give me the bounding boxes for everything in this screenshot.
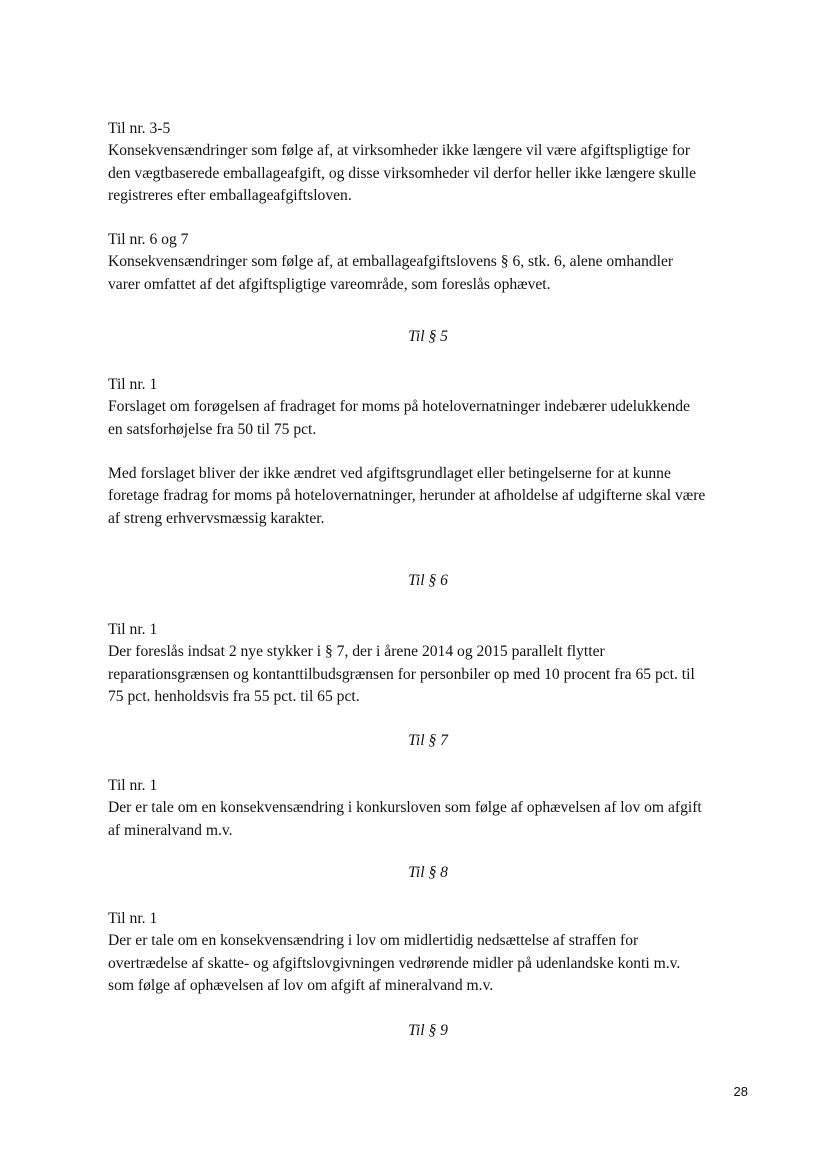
section-body: Konsekvensændringer som følge af, at virksomheder ikke længere vil være afgiftspligtige for den vægtbaserede emballageafgift, og disse virksomheder vil derfor heller ikke længere skulle registreres efter emballageafgiftsloven.: [108, 142, 697, 204]
section-body: Der foreslås indsat 2 nye stykker i § 7, der i årene 2014 og 2015 parallelt flytter reparationsgrænsen og kontanttilbudsgrænsen for personbiler op med 10 procent fra 65 pct. til 75 pct. henholdsvis fra 55 pct. til 65 pct.: [108, 643, 695, 705]
heading-til-paragraf-8: Til § 8: [408, 864, 448, 881]
section-paragraf-8-nr-1: [108, 908, 748, 997]
section-title: Til nr. 1: [108, 621, 158, 638]
heading-til-paragraf-7: Til § 7: [408, 732, 448, 749]
heading-til-paragraf-9: Til § 9: [408, 1022, 448, 1039]
section-body: Forslaget om forøgelsen af fradraget for moms på hotelovernatninger indebærer udelukkende en satsforhøjelse fra 50 til 75 pct.: [108, 398, 690, 438]
page-number: 28: [733, 1084, 748, 1099]
section-nr-6-og-7: [108, 229, 748, 296]
section-paragraf-5-nr-1: [108, 374, 748, 441]
heading-til-paragraf-5: Til § 5: [408, 328, 448, 345]
section-title: Til nr. 1: [108, 376, 158, 393]
heading-til-paragraf-6: Til § 6: [408, 572, 448, 589]
section-body: Med forslaget bliver der ikke ændret ved afgiftsgrundlaget eller betingelserne for at kunne foretage fradrag for moms på hotelovernatninger, herunder at afholdelse af udgifterne skal være af streng erhvervsmæssig karakter.: [108, 465, 706, 527]
section-title: Til nr. 1: [108, 777, 158, 794]
section-body: Der er tale om en konsekvensændring i lov om midlertidig nedsættelse af straffen for overtrædelse af skatte- og afgiftslovgivningen vedrørende midler på udenlandske konti m.v. som følge af ophævelsen af lov om afgift af mineralvand m.v.: [108, 932, 681, 994]
section-paragraf-7-nr-1: [108, 775, 748, 842]
section-title: Til nr. 1: [108, 910, 158, 927]
section-body: Der er tale om en konsekvensændring i konkursloven som følge af ophævelsen af lov om afgift af mineralvand m.v.: [108, 799, 702, 839]
section-paragraf-5-paragraph: [108, 463, 748, 530]
section-paragraf-6-nr-1: [108, 619, 748, 708]
section-title: Til nr. 3-5: [108, 120, 171, 137]
section-nr-3-5: [108, 118, 748, 207]
section-body: Konsekvensændringer som følge af, at emballageafgiftslovens § 6, stk. 6, alene omhandler varer omfattet af det afgiftspligtige vareområde, som foreslås ophævet.: [108, 253, 674, 293]
section-title: Til nr. 6 og 7: [108, 231, 189, 248]
